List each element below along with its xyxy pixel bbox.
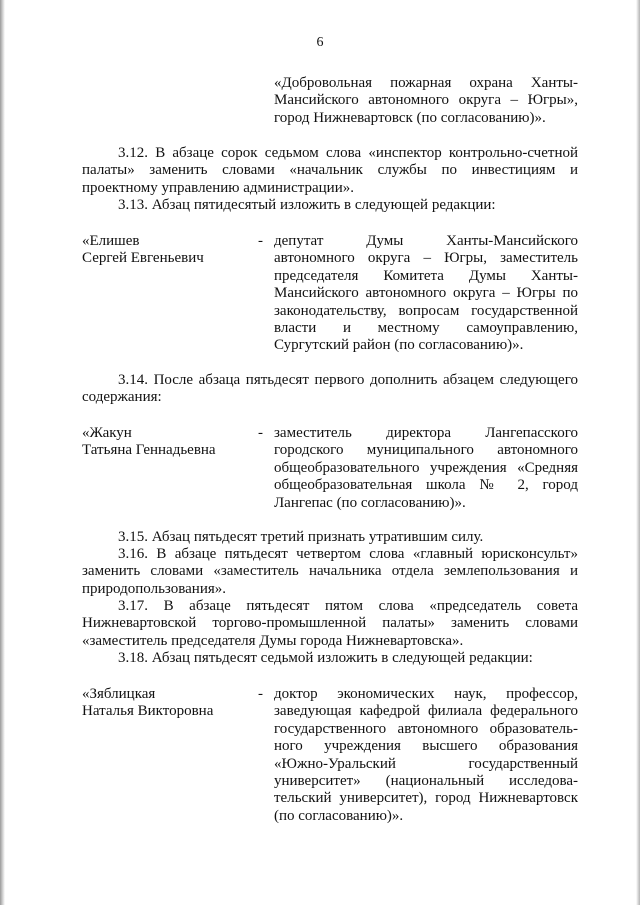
text-line: 3.14. После абзаца пятьдесят первого дополнить абзацем следующего — [118, 372, 578, 388]
entry-dash: - — [258, 686, 263, 702]
text-line: государственного автономного образователь- — [274, 720, 578, 737]
paragraph-3-16 — [82, 546, 578, 598]
text-line: университет» (национальный исследова- — [274, 772, 578, 789]
member-description — [274, 686, 578, 825]
continued-entry-text — [274, 75, 578, 127]
text-line: Лангепас (по согласованию)». — [274, 494, 466, 511]
page-number: 6 — [316, 35, 324, 50]
text-line: 3.12. В абзаце сорок седьмом слова «инспектор контрольно-счетной — [118, 145, 578, 161]
text-line: заменить словами «заместитель начальника отдела землепользования и — [82, 563, 578, 580]
member-name — [82, 425, 252, 460]
text-line: законодательству, вопросам государственной — [274, 302, 578, 319]
paragraph-3-14 — [82, 372, 578, 407]
paragraph-3-12 — [82, 145, 578, 197]
text-line: «Зяблицкая — [82, 686, 156, 702]
text-line: 3.18. Абзац пятьдесят седьмой изложить в следующей редакции: — [118, 650, 533, 666]
text-line: город Нижневартовск (по согласованию)». — [274, 109, 546, 126]
text-line: заведующая кафедрой филиала федерального — [274, 703, 578, 720]
text-line: общеобразовательного учреждения «Средняя — [274, 459, 578, 476]
entry-dash: - — [258, 425, 263, 441]
text-line: Сургутский район (по согласованию)». — [274, 337, 524, 354]
text-line: проектному управлению администрации». — [82, 179, 354, 196]
text-line: Сергей Евгеньевич — [82, 250, 204, 267]
paragraph-3-13 — [118, 197, 578, 214]
text-line: 3.17. В абзаце пятьдесят пятом слова «председатель совета — [118, 598, 578, 614]
text-line: Наталья Викторовна — [82, 703, 214, 720]
text-line: депутат Думы Ханты-Мансийского — [274, 233, 578, 249]
text-line: «Елишев — [82, 233, 140, 249]
text-line: власти и местному самоуправлению, — [274, 319, 578, 336]
text-line: «Жакун — [82, 425, 132, 441]
text-line: председателя Комитета Думы Ханты- — [274, 267, 578, 284]
paragraph-3-17 — [82, 598, 578, 650]
entry-dash: - — [258, 233, 263, 249]
member-name — [82, 233, 252, 268]
text-line: Мансийского автономного округа – Югры по — [274, 285, 578, 302]
text-line: 3.15. Абзац пятьдесят третий признать утратившим силу. — [118, 529, 484, 545]
paragraph-3-18 — [118, 650, 578, 667]
text-line: «Южно-Уральский государственный — [274, 755, 578, 772]
text-line: заместитель директора Лангепасского — [274, 425, 578, 441]
text-line: ного учреждения высшего образования — [274, 738, 578, 755]
text-line: «Добровольная пожарная охрана Ханты- — [274, 75, 578, 91]
text-line: Мансийского автономного округа – Югры», — [274, 92, 578, 109]
member-description — [274, 425, 578, 512]
text-line: природопользования». — [82, 580, 226, 597]
text-line: общеобразовательная школа № 2, город — [274, 477, 578, 494]
text-line: (по согласованию)». — [274, 807, 404, 824]
text-line: палаты» заменить словами «начальник службы по инвестициям и — [82, 162, 578, 179]
text-line: 3.16. В абзаце пятьдесят четвертом слова «главный юрисконсульт» — [118, 546, 578, 562]
member-name — [82, 686, 252, 721]
text-line: тельский университет), город Нижневартовск — [274, 790, 578, 807]
text-line: городского муниципального автономного — [274, 442, 578, 459]
text-line: 3.13. Абзац пятидесятый изложить в следующей редакции: — [118, 197, 496, 213]
paragraph-3-15 — [118, 529, 578, 546]
text-line: Нижневартовской торгово-промышленной палаты» заменить словами — [82, 615, 578, 632]
text-line: доктор экономических наук, профессор, — [274, 686, 578, 702]
text-line: Татьяна Геннадьевна — [82, 442, 216, 459]
text-line: автономного округа – Югры, заместитель — [274, 250, 578, 267]
text-line: «заместитель председателя Думы города Нижневартовска». — [82, 632, 464, 649]
member-description — [274, 233, 578, 355]
text-line: содержания: — [82, 389, 162, 406]
